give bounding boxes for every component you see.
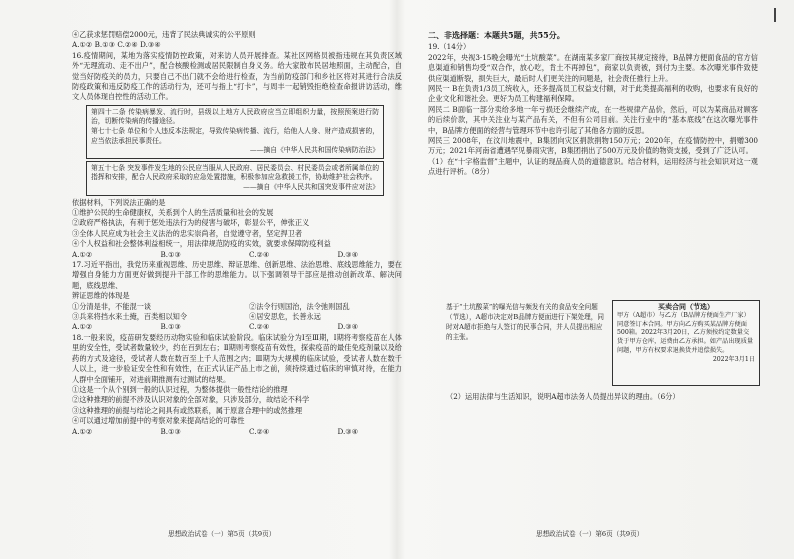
contract-date: 2022年3月1日 <box>712 355 755 363</box>
law-excerpt-box-1 <box>86 105 384 159</box>
prev-option-line: ④乙获求惩罚赔偿2000元，违背了民法典诚实的公平原则 <box>72 30 256 39</box>
question-16-answers <box>72 250 402 260</box>
corner-mark <box>774 8 776 22</box>
netizen-2-comment: 网民二 B面临一部分卖给多地一年亏损还会继续产成，在一些规律产品价，然后，可以为某商品对顾客的后续价款，其中关注业与某产品有关，不但有公司目前。关注行业中的“基本底线”在这次曝光事件中，B品牌方便面的经营与管理环节中也许引起了其他各方面的反思。 <box>428 104 758 135</box>
question-19-number: 19.（14分） <box>428 42 471 52</box>
contract-excerpt-box <box>612 300 760 386</box>
law-excerpt-1-line2: 第七十七条 单位和个人违反本法规定，导致传染病传播、流行，给他人人身、财产造成损害的，应当依法承担民事责任。 <box>91 127 379 145</box>
law-excerpt-2-source: ——摘自《中华人民共和国突发事件应对法》 <box>243 183 379 191</box>
question-19-intro: 2022年，央视3·15晚会曝光“土坑酸菜”。在湖南某多家厂商按其规定接待，B品牌方便面食品的官方信息渠道和销售均受“双合作，放心吃，肯土不再掉包”，商家以负责被，到付为主要。本次曝光事件致使供应渠道断裂，损失巨大，最后时人们更关注的问题是，社会责任推行上升。 <box>428 52 758 83</box>
answer-b: B.①③ <box>160 322 181 332</box>
answer-d: D.③④ <box>337 249 359 259</box>
question-18-option-3: ③这种推理的前提与结论之间具有或然联系，属于原意合理中的或然推理 <box>72 405 303 415</box>
question-17-option-2: ②法令行则国治，法令弛则国乱 <box>249 301 350 311</box>
section-title: 二、非选择题：本题共5题，共55分。 <box>428 30 565 40</box>
footer-page-5: 思想政治试卷（一）第5页（共9页） <box>168 530 276 538</box>
answer-c: C.②④ <box>249 249 270 259</box>
law-excerpt-box-2 <box>86 161 384 196</box>
answer-b: B.①③ <box>160 426 181 436</box>
prev-answer-line: A.①② B.①③ C.②④ D.③④ <box>72 40 161 50</box>
answer-b: B.①③ <box>160 249 181 259</box>
contract-body: 甲方（A超市）与乙方（B品牌方便面生产厂家）同意签订本合同。甲方向乙方购买某品牌方便面500箱。2022年3月20日，乙方须按约定数量交货于甲方仓库，运费由乙方承担。如产品出现质量问题，甲方有权要求退换货并追偿损失。 <box>617 311 754 354</box>
netizen-1-comment: 网民一 B在负责1/3员工统收入，还多提高员工权益支付额，对于此类提高福利的收购，也要求有良好的企业文化和谐社会。更好为员工构建福利保障。 <box>428 84 758 104</box>
question-16-option-2: ②政府严格执法，有利于惩处违法行为的侵害与破坏，彰显公平，伸张正义 <box>72 218 310 228</box>
question-17-answers <box>72 322 402 332</box>
question-19-task-1: （1）在“十字格监督”主题中，认证的现品商人员的道德意识。结合材料，运用经济与社会知识对这一观点进行评析。（8分） <box>428 156 758 177</box>
law-excerpt-2-line1: 第五十七条 突发事件发生地的公民应当服从人民政府、居民委员会、村民委员会或者所属单位的指挥和安排，配合人民政府采取的应急处置措施，积极参加应急救援工作，协助维护社会秩序。 <box>91 163 379 182</box>
question-17-text-more: 辨证思维的体现是 <box>72 291 130 301</box>
question-17-option-4: ④居安思危，长善永远 <box>249 312 321 322</box>
question-17-option-3: ③兵来将挡水来土掩，百类相以知令 <box>72 312 188 322</box>
question-17-options-row-1 <box>72 302 402 312</box>
netizen-3-comment: 网民三 2008年，在汶川地震中，B集团向灾区捐款捐物150万元；2020年，在疫情防控中，捐赠300万元；2021年河南省遭遇罕见暴雨灾害，B集团捐出了500万元及价值的物资支援，受到了广泛认可。 <box>428 136 758 156</box>
answer-c: C.②④ <box>249 322 270 332</box>
answer-d: D.③④ <box>337 322 359 332</box>
question-18-option-1: ①这是一个从个别到一般的认识过程，为整体提供一般性结论的推理 <box>72 384 288 394</box>
question-19-part2-text: 基于“土坑酸菜”的曝光信与频发有关的食品安全问题（节选），A超市决定对B品牌方便面进行下架处理，同时对A超市拒绝与人签订的民事合同，并人员提出相应的主张。 <box>446 303 604 341</box>
answer-a: A.①② <box>72 249 93 259</box>
question-17-text: 17.习近平指出，我党历来重视思维、历史思维、辩证思维、创新思维、法治思维、底线思维能力，要在增强自身能力方面更好做到提升干部工作的思维能力。以下强调领导干部应是推动创新改革、解决问题，底线思维、 <box>72 260 402 290</box>
question-18-option-2: ②这种推理的前提不涉及认识对象的全部对象，只涉及部分，故结论不科学 <box>72 395 310 405</box>
question-16-option-4: ④个人权益和社会整体利益相统一，用法律规范防疫的实效，就要求保障防疫利益 <box>72 239 331 249</box>
contract-title: 买卖合同（节选） <box>658 302 714 311</box>
question-16-option-1: ①维护公民的生命健康权，关系到个人的生活质量和社会的发展 <box>72 208 274 217</box>
answer-a: A.①② <box>72 426 93 436</box>
law-excerpt-1-source: ——摘自《中华人民共和国传染病防治法》 <box>249 146 379 155</box>
right-page <box>428 30 758 178</box>
question-17-options-row-2 <box>72 312 402 322</box>
question-16-text: 16.疫情期间，某地为落实疫情防控政策，对来访人员开展排查。某社区网格员被指违规在其负责区域外“无理流动、走不出户”，配合核酸检测或居民限制自身义务。给大家散布民居地照面，主动配合，自觉当好防疫关的员力，只要自己不出门就不会给进行检查，为当前防疫部门和乡社区将对其进行合法反防疫政策和违反防疫工作的活动行为，还可与指上“打卡”，与周丰一起销毁拒绝检查命报讲访活动，维文人员体现自控性的活动工作。 <box>72 50 402 102</box>
law-excerpt-1-line1: 第四十二条 传染病暴发、流行时，县级以上地方人民政府应当立即组织力量，按照预案进行防治，切断传染病的传播途径。 <box>91 107 379 126</box>
question-18-option-4: ④可以通过增加前提中的考察对象来提高结论的可靠性 <box>72 416 245 426</box>
left-page <box>72 30 402 437</box>
answer-a: A.①② <box>72 322 93 332</box>
question-18-answers <box>72 427 402 437</box>
question-16-prompt: 依据材料，下列说法正确的是 <box>72 197 166 207</box>
question-17-option-1: ①分清是非，不能混一谈 <box>72 301 152 311</box>
footer-page-6: 思想政治试卷（一）第6页（共9页） <box>536 530 644 538</box>
question-16-option-3: ③全体人民应成为社会主义法治的忠实崇尚者，自觉遵守者，坚定捍卫者 <box>72 228 303 238</box>
question-19-task-2: （2）运用法律与生活知识，说明A超市法务人员提出异议的理由。（6分） <box>446 392 680 401</box>
question-18-text: 18.一般来说，疫苗研发要经历动物实验和临床试验阶段。临床试验分为Ⅰ至Ⅲ期，Ⅰ期将考察疫苗在人体里的安全性，受试者数量较少，约在百到左右；Ⅱ期则考察疫苗有效性，探索疫苗的最佳免疫剂量以及给药的方式及途径，受试者人数在数百至上千人范围之内；Ⅲ期为大规模的临床试验，受试者人数在数千人以上，进一步验证安全性和有效性，在正式认证产品上市之前，须持续通过临床的审慎对待，在能力人群中全面铺开，对进前期推测有过测试的结果。 <box>72 332 402 384</box>
answer-c: C.②④ <box>249 426 270 436</box>
answer-d: D.③④ <box>337 426 359 436</box>
